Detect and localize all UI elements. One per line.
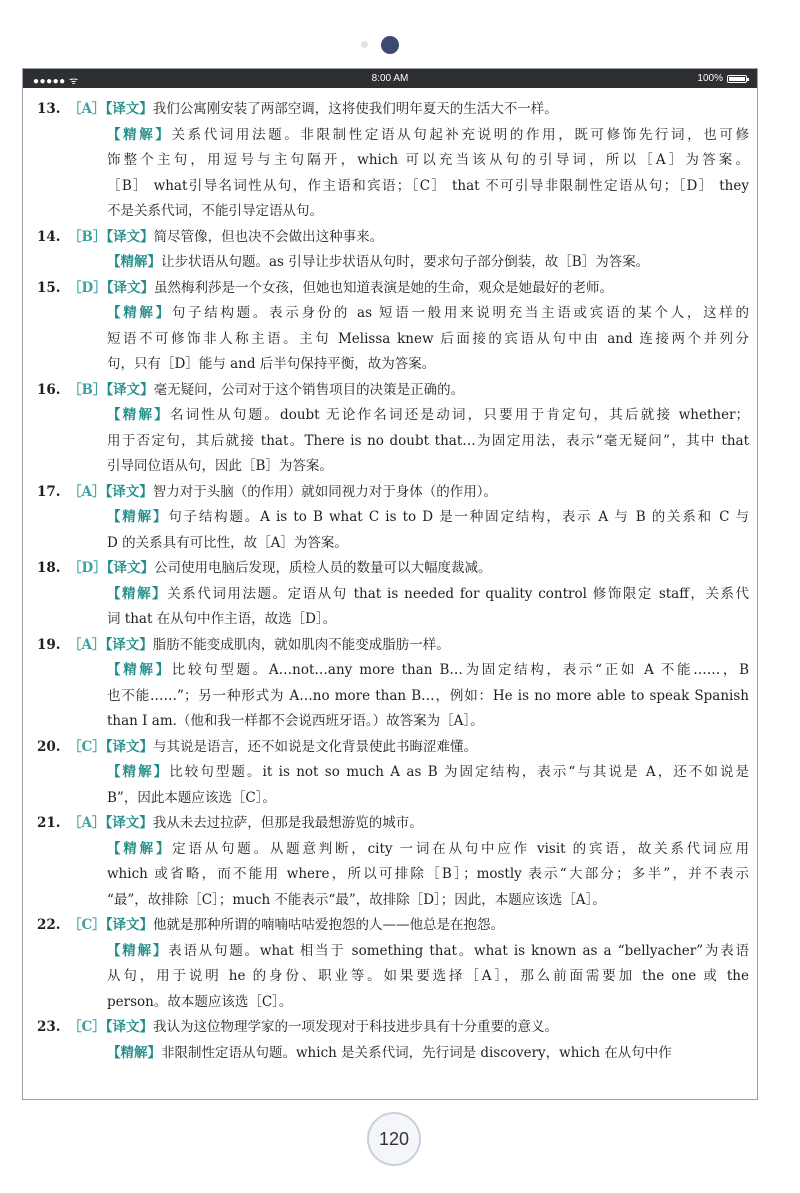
question-number: 15. (37, 279, 61, 296)
analysis-text: 非限制性定语从句题。which 是关系代词，先行词是 discovery，which 在从句中作 (161, 1044, 672, 1061)
answer-item (37, 480, 749, 557)
analysis-line (37, 862, 749, 888)
status-time: 8:00 AM (371, 73, 409, 84)
analysis-text: 引导同位语从句，因此［B］为答案。 (107, 458, 333, 474)
translation-text: 我从未去过拉萨，但那是我最想游览的城市。 (152, 815, 423, 831)
translation-tag: 【译文】 (105, 917, 153, 933)
tablet-screen (22, 68, 758, 1100)
analysis-tag: 【精解】 (107, 764, 170, 780)
translation-text: 虽然梅利莎是一个女孩，但她也知道表演是她的生命，观众是她最好的老师。 (153, 279, 613, 296)
translation-tag: 【译文】 (105, 815, 153, 831)
question-number: 14. (37, 228, 61, 245)
analysis-text: 句，只有［D］能与 and 后半句保持平衡，故为答案。 (107, 356, 436, 372)
translation-text: 简尽管像，但也决不会做出这种事来。 (153, 228, 384, 245)
analysis-line (37, 888, 749, 914)
translation-text: 我认为这位物理学家的一项发现对于科技进步具有十分重要的意义。 (153, 1019, 558, 1035)
analysis-text: “最”，故排除［C］；much 不能表示“最”，故排除［D］；因此，本题应该选［A］。 (107, 891, 606, 908)
answer-item (37, 735, 749, 812)
question-line (37, 556, 749, 582)
analysis-line (37, 327, 749, 353)
analysis-text: 表语从句题。what 相当于 something that。what is known as a “bellyacher”为表语 (168, 942, 750, 959)
answer-letter: ［D］ (68, 279, 107, 296)
analysis-line (37, 607, 749, 633)
analysis-line (37, 301, 749, 327)
analysis-line (37, 939, 749, 965)
analysis-line (37, 709, 749, 735)
translation-tag: 【译文】 (105, 1019, 153, 1035)
analysis-text: 句子结构题。A is to B what C is to D 是一种固定结构，表示 A 与 B 的关系和 C 与 (168, 509, 749, 525)
analysis-line (37, 531, 749, 557)
question-line (37, 1015, 749, 1041)
answer-letter: ［A］ (68, 636, 106, 653)
analysis-tag: 【精解】 (107, 840, 173, 857)
question-number: 20. (37, 738, 61, 755)
translation-tag: 【译文】 (106, 560, 154, 576)
analysis-tag: 【精解】 (107, 662, 172, 678)
answer-item (37, 556, 749, 633)
answer-item (37, 276, 749, 378)
analysis-line (37, 505, 749, 531)
question-line (37, 225, 749, 251)
translation-text: 与其说是语言，还不如说是文化背景使此书晦涩难懂。 (153, 738, 477, 755)
translation-tag: 【译文】 (105, 738, 153, 755)
answer-item (37, 811, 749, 913)
analysis-line (37, 786, 749, 812)
question-number: 22. (37, 917, 61, 933)
answer-item (37, 633, 749, 735)
translation-text: 毫无疑问，公司对于这个销售项目的决策是正确的。 (153, 381, 465, 398)
translation-tag: 【译文】 (106, 381, 154, 398)
analysis-line (37, 250, 749, 276)
analysis-text: 从句，用于说明 he 的身份、职业等。如果要选择［A］，那么前面需要加 the one 或 the (107, 968, 749, 984)
answer-letter: ［B］ (68, 228, 107, 245)
analysis-line (37, 964, 749, 990)
question-line (37, 276, 749, 302)
analysis-text: 短语不可修饰非人称主语。主句 Melissa knew 后面接的宾语从句中由 and 连接两个并列分 (107, 330, 749, 347)
analysis-tag: 【精解】 (107, 407, 170, 423)
analysis-text: 饰整个主句，用逗号与主句隔开，which 可以充当该从句的引导词，所以［A］为答案。 (107, 152, 749, 168)
translation-tag: 【译文】 (106, 228, 154, 245)
analysis-text: 让步状语从句题。as 引导让步状语从句时，要求句子部分倒装，故［B］为答案。 (161, 254, 650, 270)
question-line (37, 735, 749, 761)
analysis-line (37, 582, 749, 608)
translation-tag: 【译文】 (105, 636, 153, 653)
analysis-text: 名词性从句题。doubt 无论作名词还是动词，只要用于肯定句，其后就接 whether； (169, 407, 750, 423)
analysis-text: 不是关系代词，不能引导定语从句。 (107, 203, 323, 219)
analysis-line (37, 148, 749, 174)
question-line (37, 633, 749, 659)
analysis-text: 句子结构题。表示身份的 as 短语一般用来说明充当主语或宾语的某个人，这样的 (171, 305, 750, 321)
translation-text: 智力对于头脑（的作用）就如同视力对于身体（的作用）。 (152, 483, 497, 500)
analysis-text: D 的关系具有可比性，故［A］为答案。 (107, 534, 348, 551)
analysis-text: 也不能……”；另一种形式为 A…no more than B…，例如：He is no more able to speak Spanish (107, 687, 749, 704)
analysis-text: than I am.（他和我一样都不会说西班牙语。）故答案为［A］。 (107, 713, 484, 729)
answer-letter: ［C］ (68, 1019, 106, 1035)
translation-text: 他就是那种所谓的喃喃咕咕爱抱怨的人——他总是在抱怨。 (153, 917, 504, 933)
question-number: 21. (37, 815, 61, 831)
analysis-text: 用于否定句，其后就接 that。There is no doubt that…为固定用法，表示“毫无疑问”，其中 that (107, 432, 749, 449)
page-number-badge (367, 1112, 421, 1166)
question-number: 23. (37, 1019, 61, 1035)
answer-letter: ［A］ (68, 815, 106, 831)
translation-text: 脂肪不能变成肌肉，就如肌肉不能变成脂肪一样。 (152, 636, 450, 653)
translation-tag: 【译文】 (105, 483, 153, 500)
question-line (37, 480, 749, 506)
analysis-tag: 【精解】 (107, 585, 168, 602)
signal-wifi-icon: ●●●●● ᯤ (33, 76, 79, 87)
question-line (37, 378, 749, 404)
analysis-tag: 【精解】 (107, 509, 169, 525)
analysis-text: 关系代词用法题。非限制性定语从句起补充说明的作用，既可修饰先行词，也可修 (171, 126, 750, 143)
translation-tag: 【译文】 (105, 101, 153, 117)
analysis-line (37, 837, 749, 863)
question-number: 13. (37, 101, 61, 117)
analysis-line (37, 1041, 749, 1067)
camera-icon (381, 36, 399, 54)
answer-letter: ［B］ (68, 381, 107, 398)
battery-icon (727, 75, 747, 83)
analysis-line (37, 403, 749, 429)
battery-status (697, 73, 747, 84)
question-line (37, 913, 749, 939)
analysis-text: 比较句型题。A…not…any more than B…为固定结构，表示“正如 A 不能……，B (171, 662, 750, 678)
answer-letter: ［A］ (68, 483, 106, 500)
answer-letter: ［A］ (68, 101, 106, 117)
analysis-line (37, 658, 749, 684)
analysis-text: 比较句型题。it is not so much A as B 为固定结构，表示“与其说是 A，还不如说是 (169, 764, 749, 780)
analysis-tag: 【精解】 (107, 126, 172, 143)
answer-item (37, 378, 749, 480)
answer-item (37, 97, 749, 225)
answer-item (37, 913, 749, 1015)
question-number: 16. (37, 381, 61, 398)
analysis-text: 关系代词用法题。定语从句 that is needed for quality control 修饰限定 staff，关系代 (167, 585, 750, 602)
analysis-line (37, 352, 749, 378)
analysis-tag: 【精解】 (107, 254, 161, 270)
analysis-line (37, 429, 749, 455)
question-line (37, 811, 749, 837)
answer-item (37, 1015, 749, 1066)
question-number: 19. (37, 636, 61, 653)
translation-text: 公司使用电脑后发现，质检人员的数量可以大幅度裁减。 (153, 560, 492, 576)
analysis-text: which 或省略，而不能用 where，所以可排除［B］；mostly 表示“大部分；多半”，并不表示 (107, 866, 749, 882)
analysis-text: ［B］ what引导名词性从句，作主语和宾语；［C］ that 不可引导非限制性定语从句；［D］ they (107, 177, 749, 194)
analysis-text: 定语从句题。从题意判断，city 一词在从句中应作 visit 的宾语，故关系代词应用 (172, 840, 750, 857)
analysis-line (37, 454, 749, 480)
status-bar (23, 69, 757, 88)
analysis-tag: 【精解】 (107, 942, 169, 959)
question-line (37, 97, 749, 123)
answer-letter: ［C］ (68, 738, 106, 755)
analysis-tag: 【精解】 (107, 1044, 161, 1061)
translation-tag: 【译文】 (106, 279, 154, 296)
analysis-line (37, 199, 749, 225)
analysis-text: 词 that 在从句中作主语，故选［D］。 (107, 611, 337, 627)
analysis-line (37, 174, 749, 200)
camera-dot-small (361, 41, 368, 48)
analysis-line (37, 990, 749, 1016)
analysis-line (37, 760, 749, 786)
answer-letter: ［C］ (68, 917, 106, 933)
battery-percent: 100% (697, 73, 723, 84)
translation-text: 我们公寓刚安装了两部空调，这将使我们明年夏天的生活大不一样。 (152, 101, 558, 117)
analysis-text: B”，因此本题应该选［C］。 (107, 789, 276, 806)
analysis-line (37, 123, 749, 149)
answer-list (37, 97, 749, 1066)
page-number: 120 (378, 1128, 410, 1149)
answer-letter: ［D］ (68, 560, 107, 576)
question-number: 17. (37, 483, 61, 500)
question-number: 18. (37, 560, 61, 576)
analysis-text: person。故本题应该选［C］。 (107, 993, 293, 1010)
analysis-line (37, 684, 749, 710)
answer-item (37, 225, 749, 276)
analysis-tag: 【精解】 (107, 305, 172, 321)
